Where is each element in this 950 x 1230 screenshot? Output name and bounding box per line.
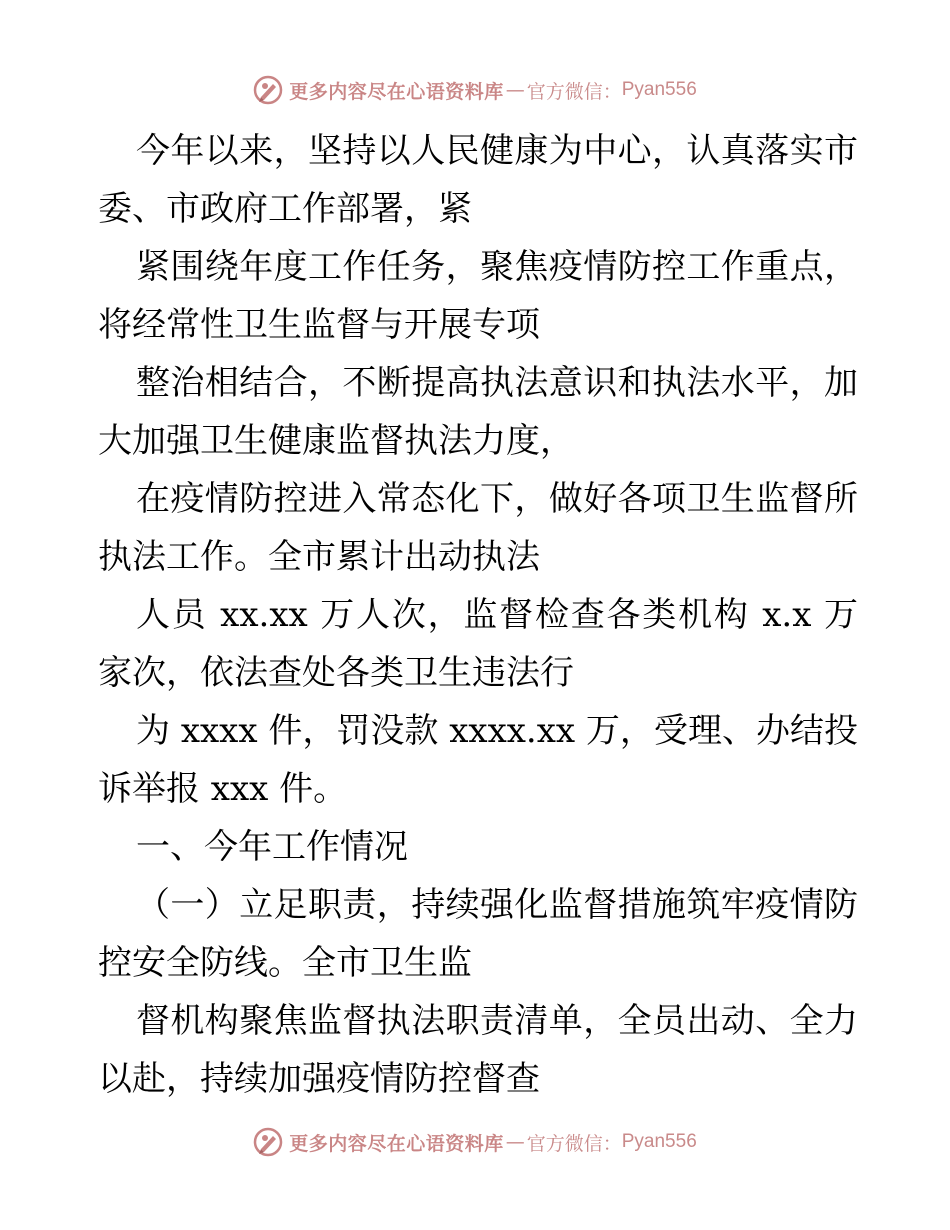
paragraph: 为 xxxx 件，罚没款 xxxx.xx 万，受理、办结投诉举报 xxx 件。 (98, 711, 858, 809)
footer-watermark (0, 1124, 950, 1160)
watermark-brand-text: 更多内容尽在心语资料库 (289, 1132, 504, 1155)
watermark-separator: — (505, 1131, 525, 1153)
paragraph: 在疫情防控进入常态化下，做好各项卫生监督所执法工作。全市累计出动执法 (98, 479, 858, 577)
watermark-separator: — (505, 79, 525, 101)
paragraph: 今年以来，坚持以人民健康为中心，认真落实市委、市政府工作部署，紧 (98, 131, 858, 229)
watermark-official-label: 官方微信： (526, 1132, 622, 1155)
watermark-brand-text: 更多内容尽在心语资料库 (289, 80, 504, 103)
watermark-official-label: 官方微信： (526, 80, 622, 103)
paragraph: （一）立足职责，持续强化监督措施筑牢疫情防控安全防线。全市卫生监 (98, 885, 858, 983)
pen-logo-icon (253, 75, 283, 105)
watermark-wechat-id: Pyan556 (621, 1131, 697, 1152)
section-heading: 一、今年工作情况 (136, 827, 408, 867)
paragraph: 紧围绕年度工作任务，聚焦疫情防控工作重点，将经常性卫生监督与开展专项 (98, 247, 858, 345)
header-watermark (0, 72, 950, 108)
paragraph: 人员 xx.xx 万人次，监督检查各类机构 x.x 万家次，依法查处各类卫生违法行 (98, 595, 858, 693)
document-body (98, 122, 858, 1108)
watermark-wechat-id: Pyan556 (621, 79, 697, 100)
pen-logo-icon (253, 1127, 283, 1157)
paragraph: 督机构聚焦监督执法职责清单，全员出动、全力以赴，持续加强疫情防控督查 (98, 1001, 858, 1099)
paragraph: 整治相结合，不断提高执法意识和执法水平，加大加强卫生健康监督执法力度， (98, 363, 858, 461)
